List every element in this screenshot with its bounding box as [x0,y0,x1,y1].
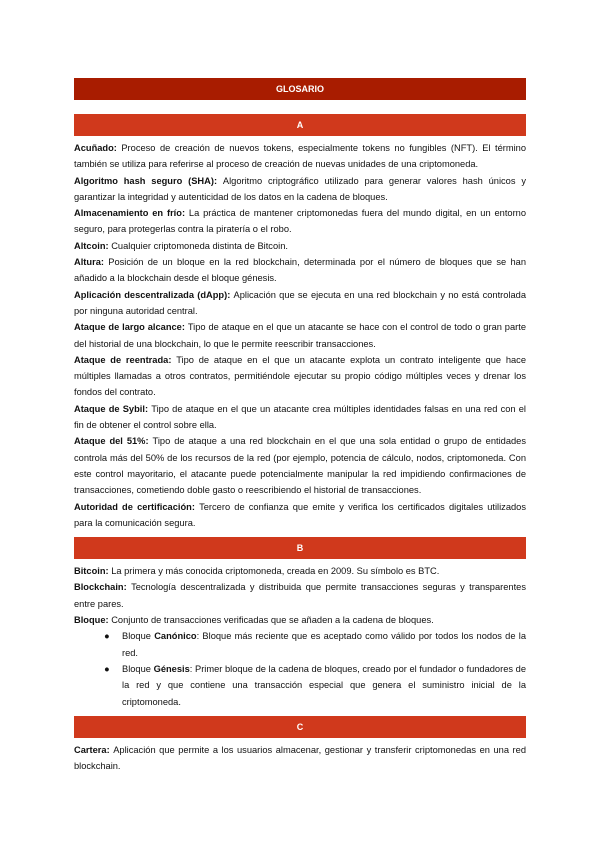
glossary-entry [74,238,526,254]
list-item-prefix: Bloque [122,631,155,642]
list-item-prefix: Bloque [122,663,154,674]
entry-separator: : [105,615,112,626]
entry-definition: La primera y más conocida criptomoneda, creada en 2009. Su símbolo es BTC. [111,566,440,577]
glossary-page [74,78,526,774]
list-item-term: Canónico [154,631,197,642]
entry-term: Acuñado [74,143,114,153]
list-item-definition: : Bloque más reciente que es aceptado como válido por todos los nodos de la red. [122,631,526,658]
entry-separator: : [145,436,153,447]
entry-separator: : [105,566,112,577]
entry-term: Ataque de reentrada [74,354,169,365]
entry-term: Ataque de Sybil [74,403,145,414]
entry-definition: Proceso de creación de nuevos tokens, especialmente tokens no fungibles (NFT). El término también se utiliza para referirse al proceso de creación de nuevas unidades de una criptomoneda. [74,143,526,170]
glossary-entry [74,579,526,612]
entry-definition: Tipo de ataque en el que un atacante explota un contrato inteligente que hace múltiples llamadas a otros contratos, permitiéndole ejecutar su propio código múltiples veces y drenar los fondos del contrato. [74,354,526,398]
entry-term: Altura [74,257,101,268]
entry-term: Aplicación descentralizada (dApp) [74,289,228,300]
entry-definition: Tercero de confianza que emite y verifica los certificados digitales utilizados para la comunicación segura. [74,501,526,528]
entry-separator: : [168,354,177,365]
glossary-entry [74,499,526,532]
entry-definition: Tipo de ataque en el que un atacante se hace con el control de todo o gran parte del historial de una blockchain, lo que le permite reescribir transacciones. [74,322,526,349]
entry-separator: : [105,240,112,251]
entry-term: Ataque del 51% [74,436,146,447]
block-types-list [74,628,526,709]
entry-definition: Posición de un bloque en la red blockchain, determinada por el número de bloques que se han añadido a la blockchain desde el bloque génesis. [74,257,526,284]
entry-term: Blockchain [74,582,124,593]
entry-separator: : [144,403,152,414]
entry-term: Ataque de largo alcance [74,322,182,333]
entry-separator: : [213,175,223,186]
list-item-term: Génesis [153,663,190,674]
section-header-b: B [74,537,526,559]
entry-term: Autoridad de certificación [74,501,192,512]
glossary-entry [74,173,526,206]
glossary-entry [74,401,526,434]
entry-separator: : [106,744,114,755]
entry-separator: : [113,143,122,153]
entry-term: Bloque [74,615,106,626]
glossary-entry [74,612,526,628]
entry-definition: Conjunto de transacciones verificadas que se añaden a la cadena de bloques. [111,615,434,626]
section-header-a: A [74,114,526,136]
entry-separator: : [181,322,188,333]
entry-definition: Tipo de ataque en el que un atacante crea múltiples identidades falsas en una red con el fin de obtener el control sobre ella. [74,403,526,431]
glossary-entry [74,140,526,173]
entry-term: Altcoin [74,240,106,251]
section-a-entries [74,140,526,531]
glossary-entry [74,742,526,775]
entry-definition: La práctica de mantener criptomonedas fuera del mundo digital, en un entorno seguro, para protegerlas contra la piratería o el robo. [74,208,527,235]
entry-term: Cartera [74,744,107,755]
glossary-entry [74,563,526,579]
entry-term: Algoritmo hash seguro (SHA) [74,175,214,186]
entry-definition: Tipo de ataque a una red blockchain en el que una sola entidad o grupo de entidades controla más del 50% de los recursos de la red (por ejemplo, potencia de cálculo, nodos, criptomoneda. Con este control mayoritario, el atacante puede potencialmente manipular la red impidiendo confirmaciones de transacciones, cometiendo doble gasto o reescribiendo el historial de transacciones. [74,436,526,496]
entry-separator: : [181,208,189,219]
glossary-entry [74,205,526,238]
entry-separator: : [100,257,109,268]
section-b-entries [74,563,526,710]
entry-separator: : [227,289,234,300]
section-header-c: C [74,716,526,738]
entry-separator: : [123,582,132,593]
entry-definition: Aplicación que permite a los usuarios almacenar, gestionar y transferir criptomonedas en una red blockchain. [74,744,526,772]
entry-term: Bitcoin [74,566,106,577]
list-item [104,661,526,710]
glossary-entry [74,352,526,401]
entry-term: Almacenamiento en frío [74,208,182,219]
glossary-entry [74,254,526,287]
list-item [104,628,526,661]
glossary-title-band: GLOSARIO [74,78,526,100]
entry-definition: Cualquier criptomoneda distinta de Bitcoin. [111,240,288,251]
glossary-entry [74,287,526,320]
glossary-entry [74,319,526,352]
bullet-icon: ● [104,663,110,674]
entry-definition: Aplicación que se ejecuta en una red blockchain y no está controlada por ninguna autoridad central. [74,289,526,316]
bullet-icon: ● [104,631,110,642]
section-c-entries [74,742,526,775]
list-item-definition: : Primer bloque de la cadena de bloques, creado por el fundador o fundadores de la red y que contiene una transacción especial que genera el suministro inicial de la criptomoneda. [122,663,526,707]
glossary-entry [74,433,526,498]
entry-definition: Tecnología descentralizada y distribuida que permite transacciones seguras y transparentes entre pares. [74,582,526,609]
entry-definition: Algoritmo criptográfico utilizado para generar valores hash únicos y garantizar la integridad y autenticidad de los datos en la cadena de bloques. [74,175,526,202]
entry-separator: : [191,501,200,512]
